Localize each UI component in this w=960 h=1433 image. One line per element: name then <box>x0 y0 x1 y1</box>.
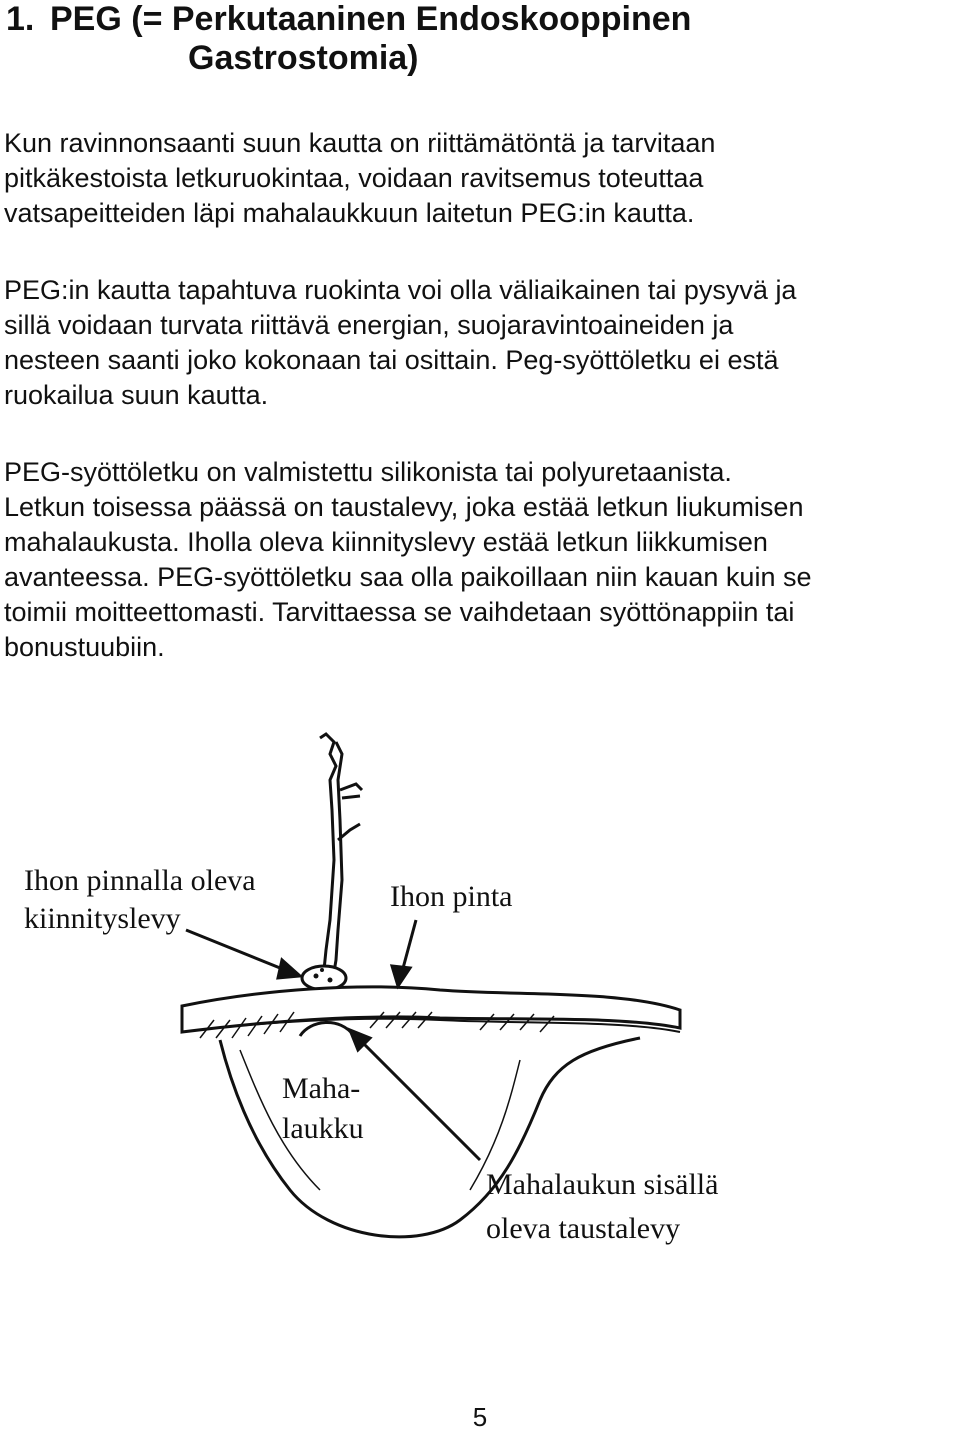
label-stomach-1: Maha- <box>282 1072 361 1105</box>
internal-plate <box>300 1022 354 1036</box>
label-skin: Ihon pinta <box>390 880 513 913</box>
label-stomach-2: laukku <box>282 1112 364 1145</box>
label-internal-plate-1: Mahalaukun sisällä <box>486 1168 719 1201</box>
heading-line-1: PEG (= Perkutaaninen Endoskooppinen <box>50 0 692 38</box>
paragraph-feeding: PEG:in kautta tapahtuva ruokinta voi olla väliaikainen tai pysyvä ja sillä voidaan turvata riittävä energian, suojaravintoaineiden ja nesteen saanti joko kokonaan tai osittain. Peg-syöttöletku ei estä ruokailua suun kautta. <box>4 275 797 410</box>
section-heading <box>6 0 956 78</box>
section-number: 1. <box>6 0 35 38</box>
page-number: 5 <box>472 1402 488 1432</box>
peg-illustration <box>0 720 960 1280</box>
paragraph-tube: PEG-syöttöletku on valmistettu silikonista tai polyuretaanista. Letkun toisessa päässä on taustalevy, joka estää letkun liukumisen mahalaukusta. Iholla oleva kiinnityslevy estää letkun liikkumisen avanteessa. PEG-syöttöletku saa olla paikoillaan niin kauan kuin se toimii moitteettomasti. Tarvittaessa se vaihdetaan syöttönappiin tai bonustuubiin. <box>4 457 812 662</box>
feeding-tube <box>320 734 362 972</box>
heading-line-2: Gastrostomia) <box>188 39 419 77</box>
paragraph-intro: Kun ravinnonsaanti suun kautta on riittämätöntä ja tarvitaan pitkäkestoista letkuruokintaa, voidaan ravitsemus toteuttaa vatsapeitteiden läpi mahalaukkuun laitetun PEG:in kautta. <box>4 128 716 228</box>
label-internal-plate-2: oleva taustalevy <box>486 1212 681 1245</box>
label-external-plate-1: Ihon pinnalla oleva <box>24 864 256 897</box>
label-external-plate-2: kiinnityslevy <box>24 902 181 935</box>
